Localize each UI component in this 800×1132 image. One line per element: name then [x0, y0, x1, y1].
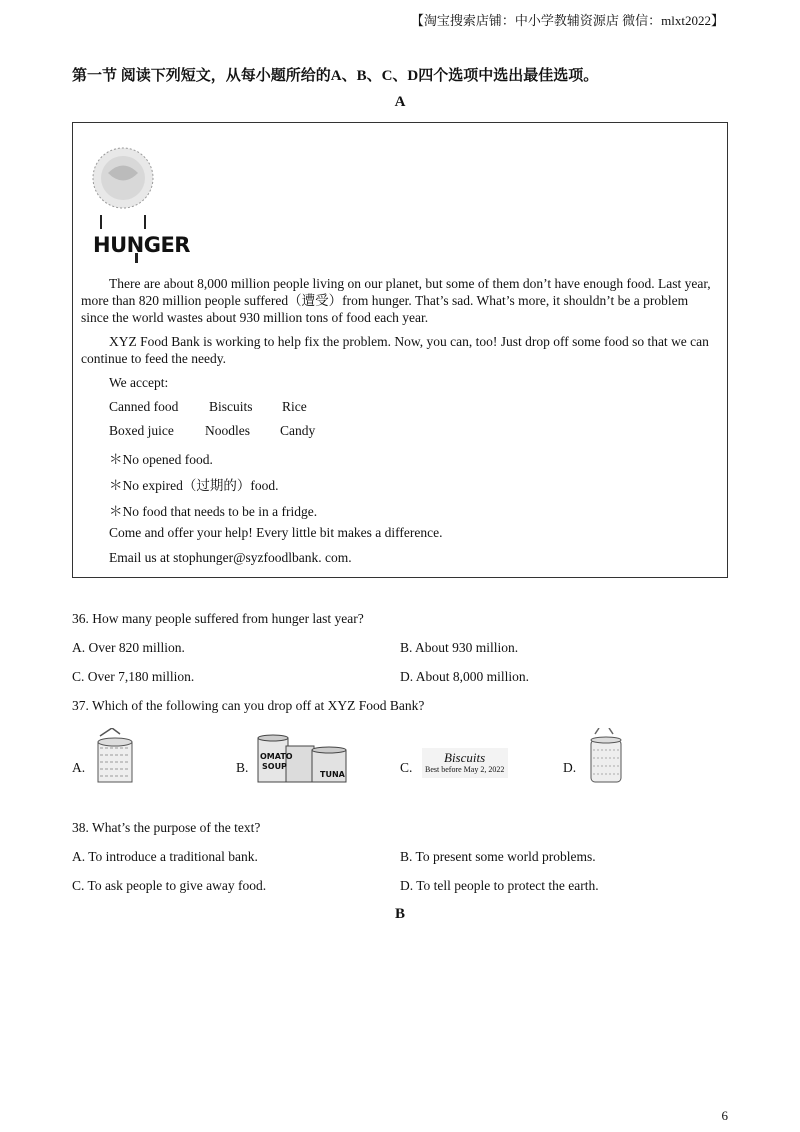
q38-option-b: B. To present some world problems.: [400, 849, 596, 864]
part-b-label: B: [394, 906, 405, 922]
q37-option-a: [72, 728, 152, 788]
passage-paragraph-1: There are about 8,000 million people living on our planet, but some of them don’t have enough food. Last year, more than 820 million people suffered（遭受）from hunger. That’s sad. What’s more, it shouldn’t be a problem since the world wastes about 930 million tons of food each year.: [81, 276, 711, 325]
accept-item: Candy: [280, 423, 316, 438]
option-letter: A.: [72, 760, 86, 775]
accept-row-1: [109, 399, 307, 415]
can-label: OMATO: [260, 752, 293, 761]
biscuits-date: Best before May 2, 2022: [425, 765, 505, 774]
option-letter: C.: [400, 760, 413, 775]
accept-item: Boxed juice: [109, 423, 174, 438]
question-36: 36. How many people suffered from hunger last year?: [72, 611, 364, 626]
hunger-logo-text: HUNGER: [93, 233, 190, 257]
accept-item: Rice: [282, 399, 307, 414]
q37-option-b: [236, 728, 356, 788]
q36-option-a: A. Over 820 million.: [72, 640, 185, 655]
rule-item: ＊No expired（过期的）food.: [109, 478, 279, 493]
q36-option-c: C. Over 7,180 million.: [72, 669, 195, 684]
section-title: 第一节 阅读下列短文，从每小题所给的A、B、C、D四个选项中选出最佳选项。: [72, 68, 599, 84]
question-37: 37. Which of the following can you drop off at XYZ Food Bank?: [72, 698, 425, 713]
option-letter: D.: [563, 760, 577, 775]
hunger-logo-icon: [83, 133, 190, 263]
q36-option-d: D. About 8,000 million.: [400, 669, 530, 684]
can-label: SOUP: [262, 762, 287, 771]
closing-line: Come and offer your help! Every little bit makes a difference.: [109, 525, 443, 540]
q38-option-c: C. To ask people to give away food.: [72, 878, 267, 893]
accept-item: Canned food: [109, 399, 179, 414]
opened-jar-icon: [581, 728, 631, 786]
question-38: 38. What’s the purpose of the text?: [72, 820, 261, 835]
q37-option-d: [563, 728, 643, 788]
passage-paragraph-2: XYZ Food Bank is working to help fix the problem. Now, you can, too! Just drop off some food so that we can continue to feed the needy.: [81, 334, 709, 366]
opened-can-icon: [90, 728, 140, 786]
accept-label: We accept:: [109, 375, 169, 390]
q36-option-b: B. About 930 million.: [400, 640, 519, 655]
accept-item: Noodles: [205, 423, 250, 438]
q38-option-a: A. To introduce a traditional bank.: [72, 849, 258, 864]
part-a-label: A: [394, 94, 406, 110]
page-number: 6: [721, 1108, 728, 1123]
accept-item: Biscuits: [209, 399, 253, 414]
biscuits-card: [422, 748, 508, 778]
email-line: Email us at stophunger@syzfoodlbank. com.: [109, 550, 352, 565]
q37-option-c: [400, 728, 520, 788]
header-note: 【淘宝搜索店铺：中小学教辅资源店 微信：mlxt2022】: [410, 13, 724, 28]
accept-row-2: [109, 423, 315, 439]
rule-item: ＊No opened food.: [109, 452, 213, 467]
rule-item: ＊No food that needs to be in a fridge.: [109, 504, 318, 519]
q38-option-d: D. To tell people to protect the earth.: [400, 878, 599, 893]
option-letter: B.: [236, 760, 249, 775]
can-label: TUNA: [320, 770, 345, 779]
biscuits-title: Biscuits: [444, 750, 486, 765]
passage-box: [72, 122, 728, 578]
